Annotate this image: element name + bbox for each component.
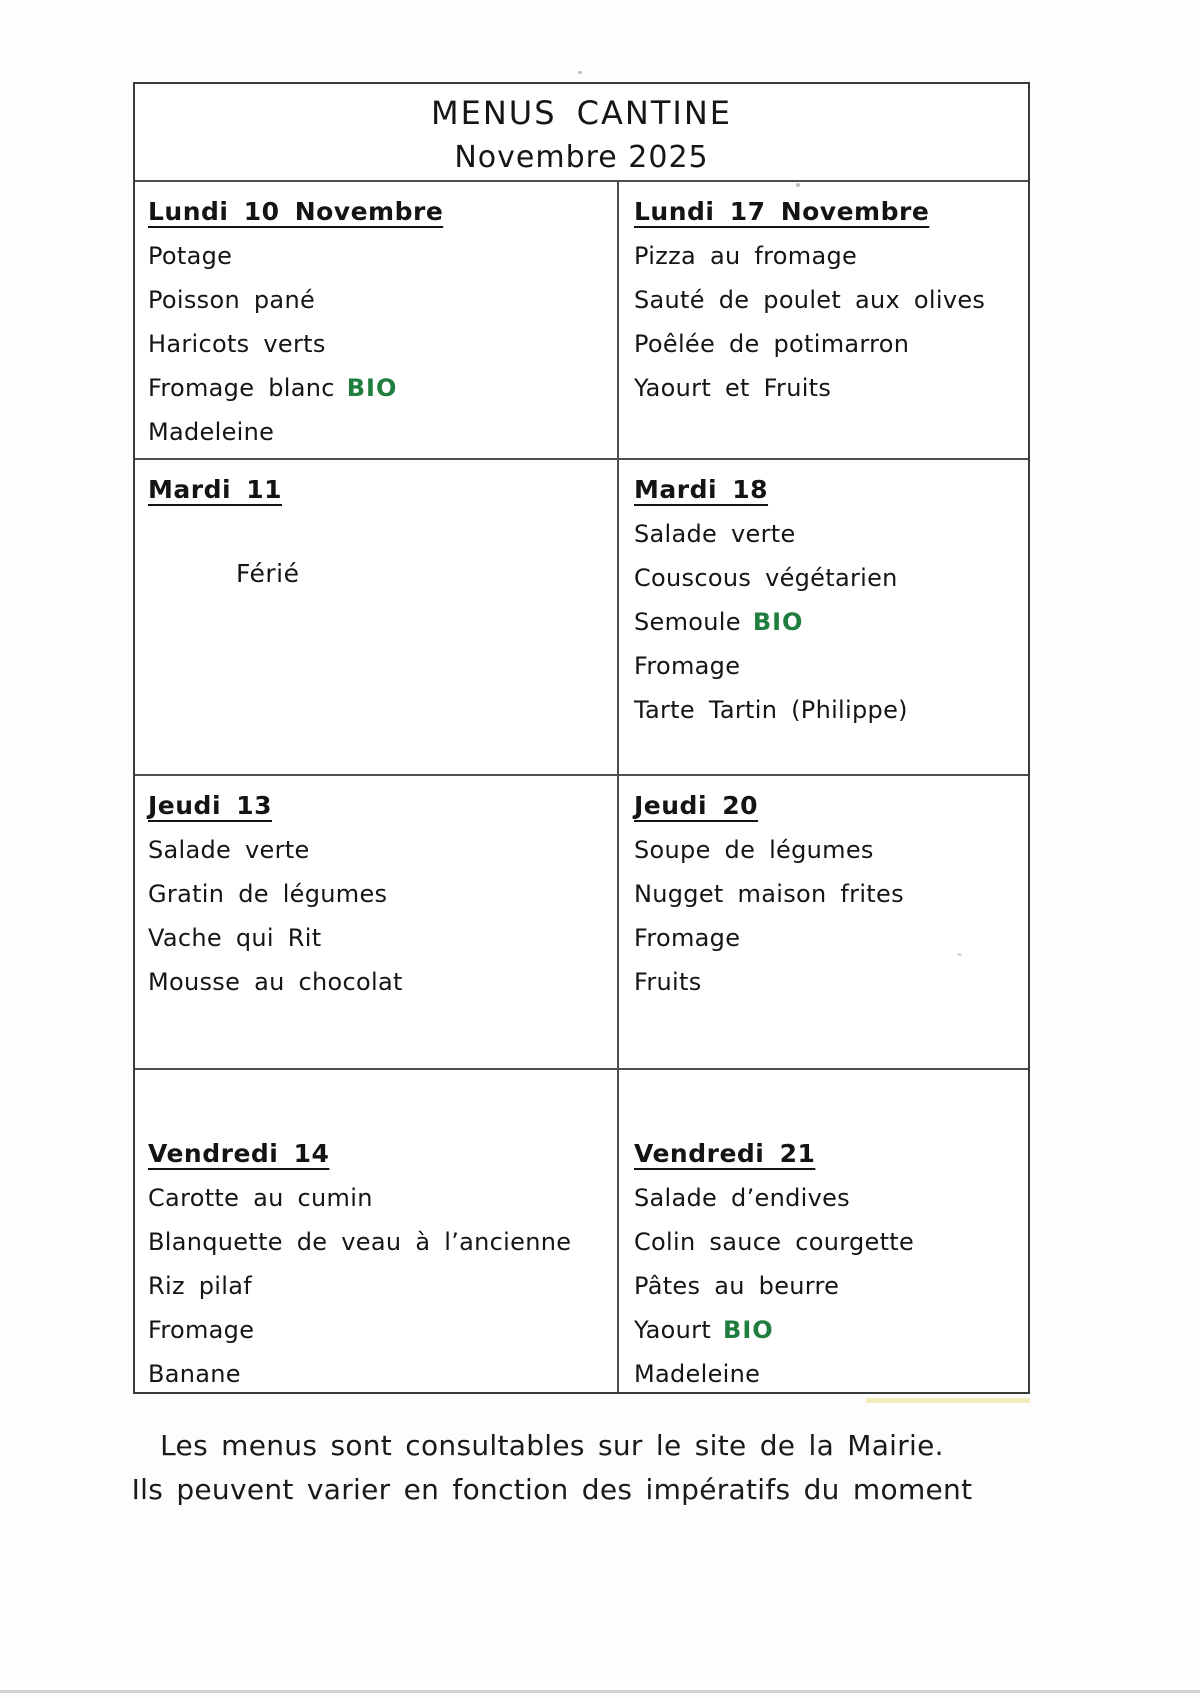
scan-bottom-edge	[0, 1690, 1200, 1693]
bio-label: BIO	[723, 1316, 774, 1344]
day-heading: Jeudi 13	[148, 791, 273, 820]
scan-speck	[796, 183, 800, 187]
menu-cell-vendredi-14	[135, 1070, 619, 1392]
menu-item: Semoule BIO	[634, 608, 804, 636]
menu-item: Madeleine	[148, 418, 275, 446]
menu-cell-jeudi-20	[619, 776, 1028, 1068]
scan-speck	[578, 71, 582, 74]
menu-item: Soupe de légumes	[634, 836, 874, 864]
bio-label: BIO	[346, 374, 398, 402]
page-subtitle: Novembre 2025	[454, 140, 709, 175]
menu-item: Vache qui Rit	[148, 924, 322, 952]
menu-item: Nugget maison frites	[634, 880, 904, 908]
menu-item: Fruits	[634, 968, 702, 996]
menu-item: Fromage	[634, 924, 741, 952]
menu-cell-vendredi-21	[619, 1070, 1028, 1392]
menu-item: Salade verte	[634, 520, 796, 548]
menu-item: Pâtes au beurre	[634, 1272, 840, 1300]
menu-cell-lundi-17	[619, 182, 1028, 458]
menu-item: Poêlée de potimarron	[634, 330, 910, 358]
menu-cell-mardi-18	[619, 460, 1028, 774]
menu-item: Colin sauce courgette	[634, 1228, 915, 1256]
menu-cell-lundi-10	[135, 182, 619, 458]
table-row-jeudi	[135, 774, 1028, 1068]
menu-table	[133, 82, 1030, 1394]
menu-item: Mousse au chocolat	[148, 968, 403, 996]
menu-item: Banane	[148, 1360, 241, 1388]
menu-item: Haricots verts	[148, 330, 326, 358]
menu-item: Carotte au cumin	[148, 1184, 373, 1212]
menu-item: Salade verte	[148, 836, 310, 864]
day-heading: Mardi 18	[634, 475, 769, 504]
table-row-mardi	[135, 458, 1028, 774]
day-heading: Lundi 10 Novembre	[148, 197, 444, 226]
menu-item: Gratin de légumes	[148, 880, 388, 908]
day-heading: Vendredi 21	[634, 1139, 816, 1168]
menu-cell-jeudi-13	[135, 776, 619, 1068]
bio-label: BIO	[752, 608, 804, 636]
menu-item: Madeleine	[634, 1360, 761, 1388]
page-title: MENUS CANTINE	[431, 94, 732, 132]
title-block	[135, 84, 1028, 180]
table-row-vendredi	[135, 1068, 1028, 1392]
menu-item: Sauté de poulet aux olives	[634, 286, 986, 314]
holiday-note: Férié	[236, 559, 300, 588]
footer-note	[0, 1424, 1104, 1512]
menu-item: Pizza au fromage	[634, 242, 858, 270]
menu-item: Fromage blanc BIO	[148, 374, 398, 402]
day-heading: Mardi 11	[148, 475, 283, 504]
menu-item: Blanquette de veau à l’ancienne	[148, 1228, 572, 1256]
menu-item: Yaourt BIO	[634, 1316, 774, 1344]
menu-item: Fromage	[634, 652, 741, 680]
day-heading: Lundi 17 Novembre	[634, 197, 930, 226]
table-row-lundi	[135, 180, 1028, 458]
menu-item: Tarte Tartin (Philippe)	[634, 696, 908, 724]
menu-item: Potage	[148, 242, 233, 270]
menu-item: Riz pilaf	[148, 1272, 252, 1300]
footer-line-2: Ils peuvent varier en fonction des impératifs du moment	[131, 1473, 973, 1506]
day-heading: Jeudi 20	[634, 791, 759, 820]
menu-cell-mardi-11	[135, 460, 619, 774]
day-heading: Vendredi 14	[148, 1139, 330, 1168]
menu-item: Yaourt et Fruits	[634, 374, 832, 402]
scan-speck	[957, 953, 962, 956]
menu-item: Couscous végétarien	[634, 564, 898, 592]
scan-yellow-tint	[866, 1398, 1030, 1403]
menu-item: Fromage	[148, 1316, 255, 1344]
footer-line-1: Les menus sont consultables sur le site de la Mairie.	[160, 1429, 944, 1462]
menu-item: Poisson pané	[148, 286, 316, 314]
menu-item: Salade d’endives	[634, 1184, 850, 1212]
